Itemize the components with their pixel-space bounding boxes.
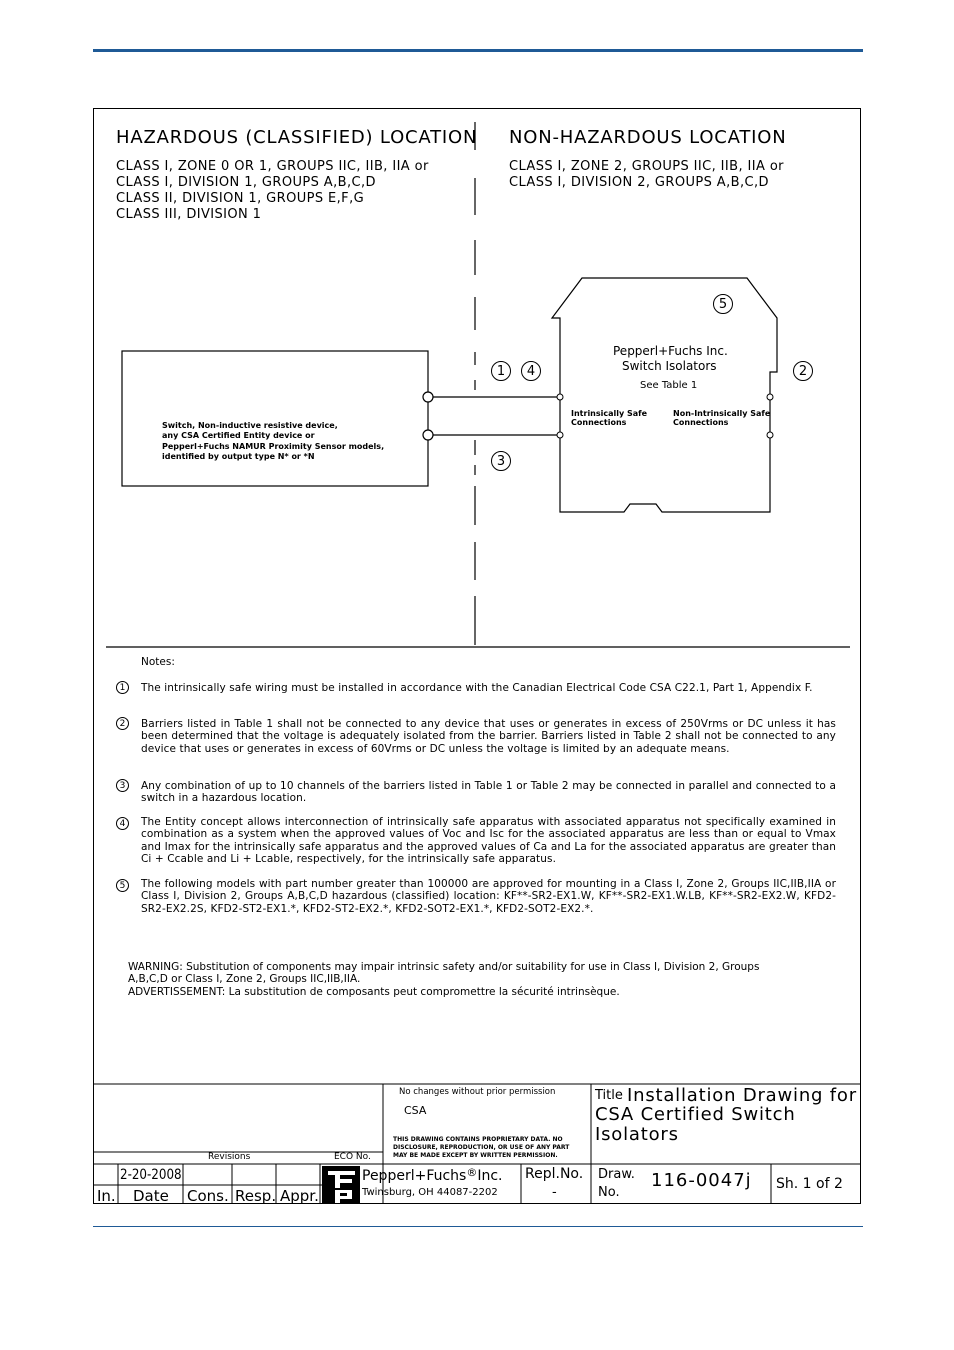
note-text: Barriers listed in Table 1 shall not be connected to any device that uses or generates in excess of 250Vrms or DC unless it has been determined that the voltage is adequately isolated from the barrier. Barriers listed in Table 2 shall not be connected to any device that uses or generates in excess of 60Vrms or DC unless the voltage is limited by an adequate means. [141, 718, 836, 755]
col-resp: Resp. [235, 1187, 277, 1205]
nis-connections-label: Connections [673, 418, 729, 427]
col-date: Date [133, 1187, 169, 1205]
pf-logo [322, 1166, 360, 1203]
proprietary-note: DISCLOSURE, REPRODUCTION, OR USE OF ANY PART [393, 1144, 570, 1151]
sheet-number: Sh. 1 of 2 [776, 1176, 843, 1192]
hazardous-class-line: CLASS III, DIVISION 1 [116, 207, 262, 222]
drawing-title: Isolators [595, 1124, 679, 1145]
field-device-box [122, 351, 428, 486]
callout-4: 4 [521, 361, 541, 381]
draw-no-label: Draw. [598, 1167, 635, 1182]
isolator-housing [552, 278, 777, 512]
note-number: 3 [116, 779, 129, 792]
warning-line: WARNING: Substitution of components may impair intrinsic safety and/or suitability for use in Class I, Division 2, Groups [128, 961, 760, 973]
nonhazardous-title: NON-HAZARDOUS LOCATION [509, 127, 787, 148]
repl-no-value: - [552, 1185, 557, 1200]
title-label: Title [595, 1088, 623, 1103]
isolator-table-ref: See Table 1 [640, 380, 698, 391]
hazardous-title: HAZARDOUS (CLASSIFIED) LOCATION [116, 127, 478, 148]
company-address: Twinsburg, OH 44087-2202 [362, 1187, 498, 1198]
is-connections-label: Connections [571, 418, 627, 427]
eco-label: ECO No. [334, 1152, 371, 1162]
callout-1: 1 [491, 361, 511, 381]
field-device-text: identified by output type N* or *N [162, 452, 315, 461]
note-number: 1 [116, 681, 129, 694]
note-number: 5 [116, 879, 129, 892]
approval-agency: CSA [404, 1104, 427, 1117]
proprietary-note: THIS DRAWING CONTAINS PROPRIETARY DATA. NO [393, 1136, 563, 1143]
drawing-title: Installation Drawing for [627, 1085, 857, 1106]
nonhazardous-class-line: CLASS I, ZONE 2, GROUPS IIC, IIB, IIA or [509, 159, 784, 174]
hazardous-class-line: CLASS I, DIVISION 1, GROUPS A,B,C,D [116, 175, 376, 190]
is-connections-label: Intrinsically Safe [571, 409, 648, 418]
no-changes-note: No changes without prior permission [399, 1087, 556, 1097]
warning-line: A,B,C,D or Class I, Zone 2, Groups IIC,IIB,IIA. [128, 973, 361, 985]
hazardous-class-line: CLASS I, ZONE 0 OR 1, GROUPS IIC, IIB, IIA or [116, 159, 429, 174]
warning-line-fr: ADVERTISSEMENT: La substitution de composants peut compromettre la sécurité intrinsèque. [128, 986, 620, 998]
note-text: The following models with part number greater than 100000 are approved for mounting in a Class I, Zone 2, Groups IIC,IIB,IIA or Class I, Division 2, Groups A,B,C,D hazardous (classified) location: KF**-SR2-EX1.W, KF**-SR2-EX1.W.LB, KF**-SR2-EX2.W, KFD2-SR2-EX2.2S, KFD2-ST2-EX1.*, KFD2-ST2-EX2.*, KFD2-SOT2-EX1.*, KFD2-SOT2-EX2.*. [141, 878, 836, 915]
isolator-maker: Pepperl+Fuchs Inc. [613, 344, 728, 358]
proprietary-note: MAY BE MADE EXCEPT BY WRITTEN PERMISSION. [393, 1152, 558, 1159]
company-name: Pepperl+Fuchs®Inc. [362, 1166, 503, 1184]
field-device-text: Pepperl+Fuchs NAMUR Proximity Sensor models, [162, 442, 385, 451]
repl-no-label: Repl.No. [525, 1166, 584, 1182]
revisions-label: Revisions [208, 1152, 251, 1162]
notes-heading: Notes: [141, 656, 175, 668]
field-device-text: Switch, Non-inductive resistive device, [162, 421, 338, 430]
revision-date: 2-20-2008 [120, 1167, 182, 1183]
nis-connections-label: Non-Intrinsically Safe [673, 409, 771, 418]
drawing-title: CSA Certified Switch [595, 1104, 796, 1125]
note-number: 2 [116, 717, 129, 730]
note-text: The intrinsically safe wiring must be installed in accordance with the Canadian Electrical Code CSA C22.1, Part 1, Appendix F. [141, 682, 813, 694]
hazardous-class-line: CLASS II, DIVISION 1, GROUPS E,F,G [116, 191, 365, 206]
callout-5: 5 [713, 294, 733, 314]
col-cons: Cons. [187, 1187, 229, 1205]
callout-2: 2 [793, 361, 813, 381]
isolator-name: Switch Isolators [622, 359, 717, 373]
callout-3: 3 [491, 451, 511, 471]
note-text: Any combination of up to 10 channels of the barriers listed in Table 1 or Table 2 may be connected in parallel and connected to a switch in a hazardous location. [141, 780, 836, 805]
nonhazardous-class-line: CLASS I, DIVISION 2, GROUPS A,B,C,D [509, 175, 769, 190]
col-appr: Appr. [280, 1187, 319, 1205]
drawing-number: 116-0047j [651, 1170, 752, 1191]
col-in: In. [97, 1187, 116, 1205]
note-number: 4 [116, 817, 129, 830]
note-text: The Entity concept allows interconnection of intrinsically safe apparatus with associated apparatus not specifically examined in combination as a system when the approved values of Voc and Isc for the associated apparatus are less than or equal to Vmax and Imax for the intrinsically safe apparatus and the approved values of Ca and La for the associated apparatus are greater than Ci + Ccable and Li + Lcable, respectively, for the intrinsically safe apparatus. [141, 816, 836, 865]
draw-no-label: No. [598, 1185, 620, 1200]
field-device-text: any CSA Certified Entity device or [162, 431, 315, 440]
